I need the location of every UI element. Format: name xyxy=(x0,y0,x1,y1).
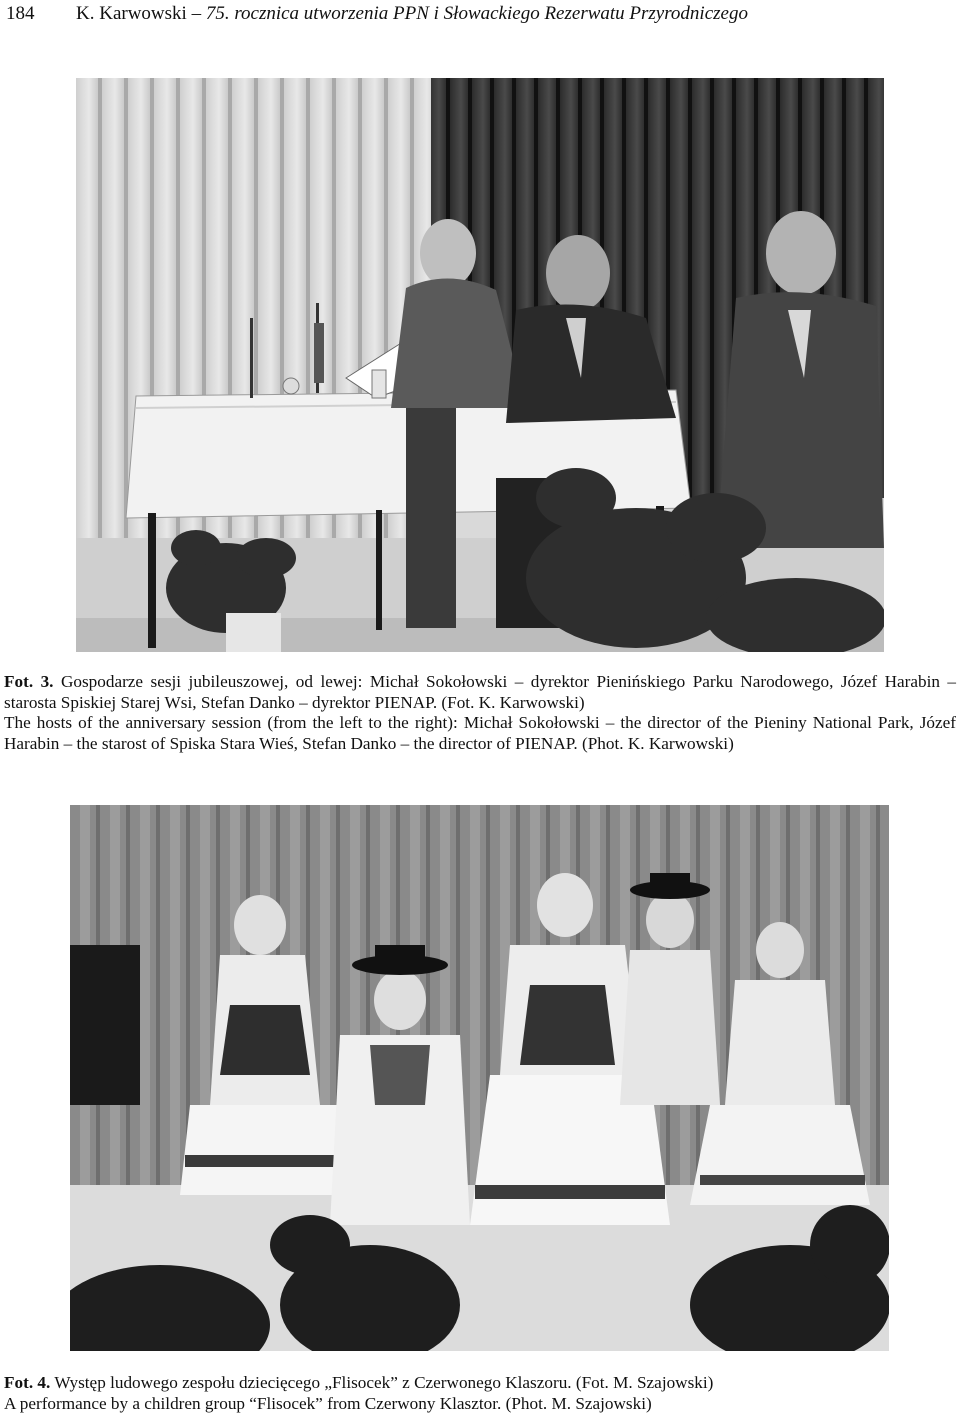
running-head-author: K. Karwowski xyxy=(76,3,187,24)
running-head-dash: – xyxy=(186,3,206,24)
running-head-title: 75. rocznica utworzenia PPN i Słowackiego Rezerwatu Przyrodniczego xyxy=(205,3,748,24)
figure-3-label: Fot. 3. xyxy=(4,672,54,691)
photo-children-folk-dance xyxy=(70,805,889,1351)
photo-2-image xyxy=(70,805,889,1351)
photo-anniversary-session-hosts xyxy=(76,78,884,652)
caption-figure-4 xyxy=(4,1373,956,1414)
caption-figure-4-polish xyxy=(4,1373,956,1394)
caption-figure-3-polish xyxy=(4,672,956,713)
figure-3-caption-pl: Gospodarze sesji jubileuszowej, od lewej: Michał Sokołowski – dyrektor Pienińskiego Parku Narodowego, Józef Harabin – starosta Spiskiej Starej Wsi, Stefan Danko – dyrektor PIENAP. (Fot. K. Karwowski) xyxy=(4,672,957,712)
figure-4-label: Fot. 4. xyxy=(4,1373,51,1392)
caption-figure-3-english: The hosts of the anniversary session (from the left to the right): Michał Sokołowski – the director of the Pieniny National Park, Józef Harabin – the starost of Spiska Stara Wieś, Stefan Danko – the director of PIENAP. (Phot. K. Karwowski) xyxy=(4,713,956,753)
caption-figure-4-english: A performance by a children group “Flisocek” from Czerwony Klasztor. (Phot. M. Szajowski) xyxy=(4,1393,652,1413)
photo-1-image xyxy=(76,78,884,652)
caption-figure-3 xyxy=(4,672,956,754)
running-head xyxy=(76,2,748,26)
page-number: 184 xyxy=(6,3,35,24)
running-header xyxy=(6,2,956,32)
figure-4-caption-pl: Występ ludowego zespołu dziecięcego „Flisocek” z Czerwonego Klaszoru. (Fot. M. Szajowski) xyxy=(54,1373,714,1392)
